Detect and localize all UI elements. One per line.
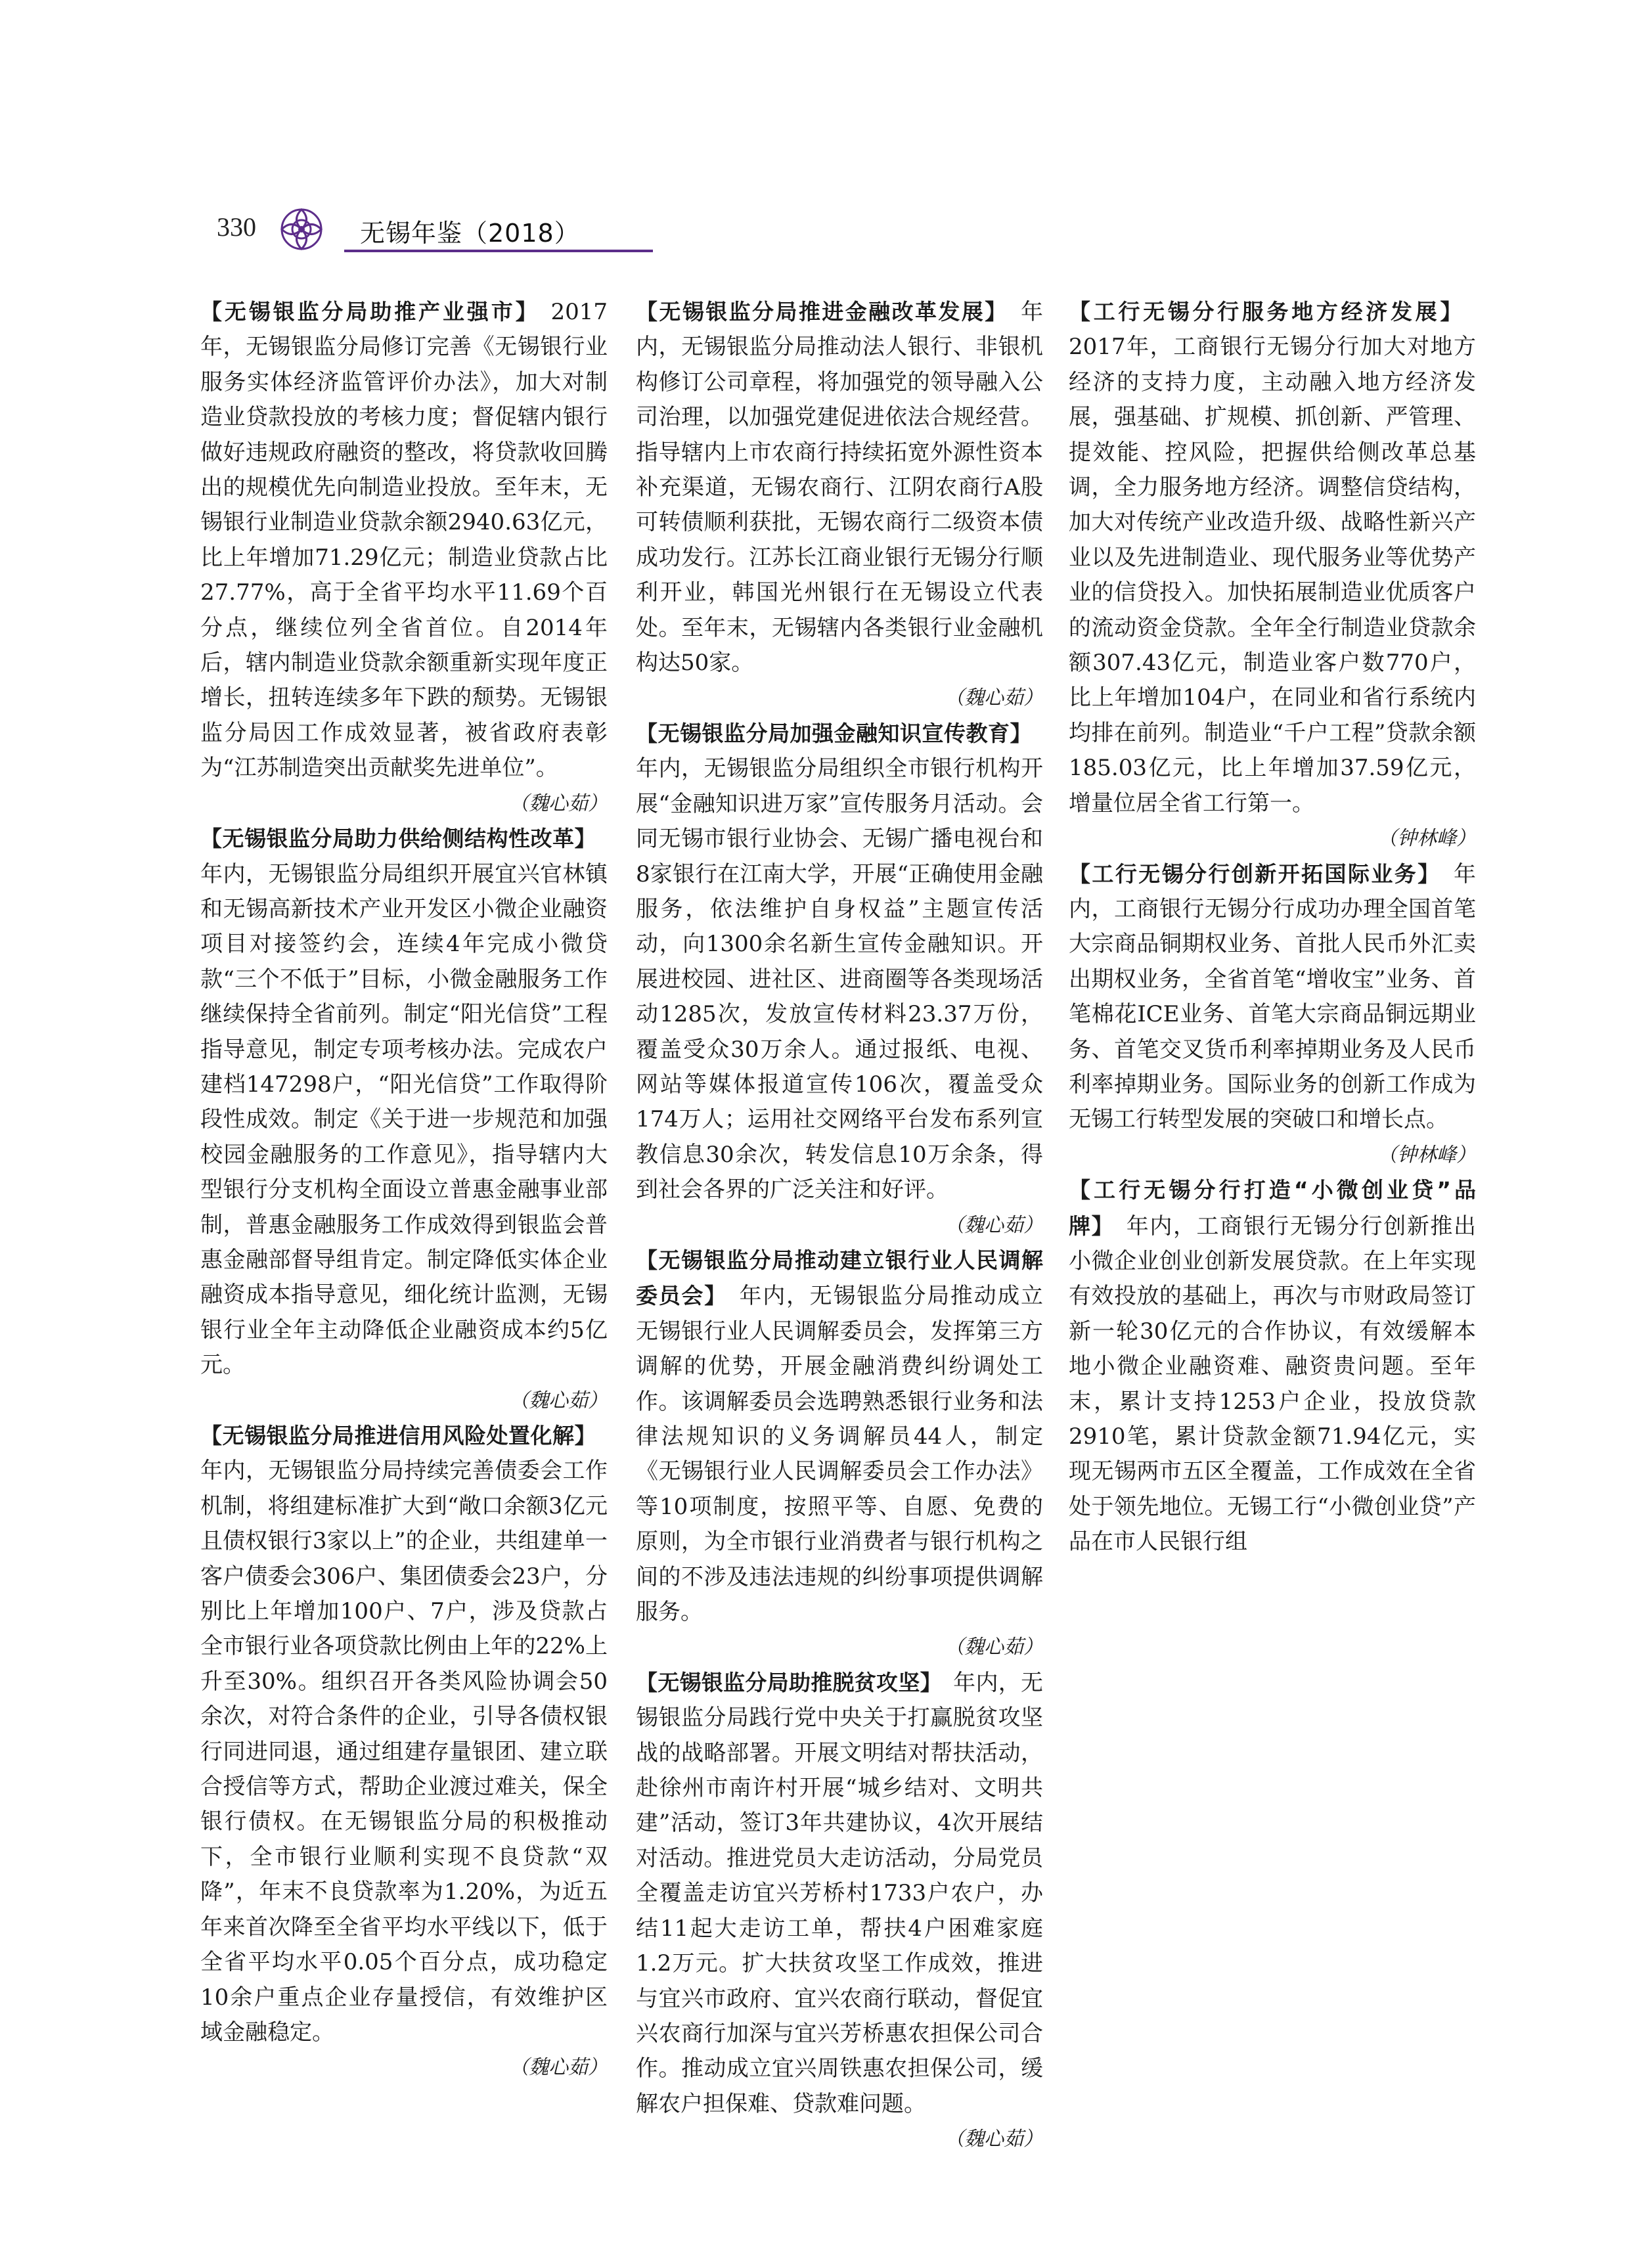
article-body: 年内，工商银行无锡分行成功办理全国首笔大宗商品铜期权业务、首批人民币外汇卖出期权业务，全省首笔“增收宝”业务、首笔棉花ICE业务、首笔大宗商品铜远期业务、首笔交叉货币利率掉期业务及人民币利率掉期业务。国际业务的创新工作成为无锡工行转型发展的突破口和增长点。 bbox=[1069, 860, 1477, 1133]
article-paragraph bbox=[636, 1665, 1043, 2122]
text-column-1 bbox=[200, 294, 608, 2086]
article-body: 年内，工商银行无锡分行创新推出小微企业创业创新发展贷款。在上年实现有效投放的基础上，再次与市财政局签订新一轮30亿元的合作协议，有效缓解本地小微企业融资难、融资贵问题。至年末，累计支持1253户企业，投放贷款2910笔，累计贷款金额71.94亿元，实现无锡两市五区全覆盖，工作成效在全省处于领先地位。无锡工行“小微创业贷”产品在市人民银行组 bbox=[1069, 1213, 1477, 1555]
article-body: 2017年，无锡银监分局修订完善《无锡银行业服务实体经济监管评价办法》，加大对制造业贷款投放的考核力度；督促辖内银行做好违规政府融资的整改，将贷款收回腾出的规模优先向制造业投放。至年末，无锡银行业制造业贷款余额2940.63亿元，比上年增加71.29亿元；制造业贷款占比27.77%，高于全省平均水平11.69个百分点，继续位列全省首位。自2014年后，辖内制造业贷款余额重新实现年度正增长，扭转连续多年下跌的颓势。无锡银监分局因工作成效显著，被省政府表彰为“江苏制造突出贡献奖先进单位”。 bbox=[200, 299, 608, 782]
article-author: （魏心茹） bbox=[945, 1636, 1043, 1659]
article-heading: 【无锡银监分局助推脱贫攻坚】 bbox=[636, 1669, 942, 1695]
article-heading: 【无锡银监分局助推产业强市】 bbox=[200, 299, 540, 324]
article-body: 年内，无锡银监分局组织全市银行机构开展“金融知识进万家”宣传服务月活动。会同无锡市银行业协会、无锡广播电视台和8家银行在江南大学，开展“正确使用金融服务，依法维护自身权益”主题宣传活动，向1300余名新生宣传金融知识。开展进校园、进社区、进商圈等各类现场活动1285次，发放宣传材料23.37万份，覆盖受众30万余人。通过报纸、电视、网站等媒体报道宣传106次，覆盖受众174万人；运用社交网络平台发布系列宣教信息30余次，转发信息10万余条，得到社会各界的广泛关注和好评。 bbox=[636, 755, 1043, 1203]
article-heading: 【无锡银监分局推动建立银行业人民调解委员会】 bbox=[636, 1247, 1043, 1309]
article-paragraph bbox=[200, 821, 608, 1383]
article-heading: 【无锡银监分局推进金融改革发展】 bbox=[636, 299, 1008, 324]
book-title: 无锡年鉴（2018） bbox=[360, 219, 580, 248]
article-author: （钟林峰） bbox=[1377, 827, 1476, 851]
article-author: （魏心茹） bbox=[945, 1213, 1043, 1237]
header-rule bbox=[344, 250, 653, 252]
article-author: （魏心茹） bbox=[945, 686, 1043, 710]
article-heading: 【无锡银监分局加强金融知识宣传教育】 bbox=[636, 720, 1032, 746]
article-body: 年内，无锡银监分局组织开展宜兴官林镇和无锡高新技术产业开发区小微企业融资项目对接签约会，连续4年完成小微贷款“三个不低于”目标，小微金融服务工作继续保持全省前列。制定“阳光信贷”工程指导意见，制定专项考核办法。完成农户建档147298户，“阳光信贷”工作取得阶段性成效。制定《关于进一步规范和加强校园金融服务的工作意见》，指导辖内大型银行分支机构全面设立普惠金融事业部制，普惠金融服务工作成效得到银监会普惠金融部督导组肯定。制定降低实体企业融资成本指导意见，细化统计监测，无锡银行业全年主动降低企业融资成本约5亿元。 bbox=[200, 860, 608, 1379]
article-paragraph bbox=[1069, 857, 1476, 1138]
wuxi-yearbook-logo-icon bbox=[277, 205, 326, 254]
article-author: （魏心茹） bbox=[945, 2128, 1043, 2151]
article-paragraph bbox=[200, 1418, 608, 2050]
article-author: （魏心茹） bbox=[509, 792, 608, 815]
article-heading: 【无锡银监分局助力供给侧结构性改革】 bbox=[200, 826, 596, 852]
article-heading: 【工行无锡分行打造“小微创业贷”品牌】 bbox=[1069, 1177, 1476, 1239]
article-paragraph bbox=[636, 716, 1043, 1208]
article-heading: 【工行无锡分行创新开拓国际业务】 bbox=[1069, 860, 1441, 887]
article-paragraph bbox=[636, 294, 1043, 681]
article-paragraph bbox=[1069, 1173, 1476, 1559]
article-author: （魏心茹） bbox=[509, 1389, 608, 1412]
article-paragraph bbox=[1069, 294, 1476, 821]
article-body: 2017年，工商银行无锡分行加大对地方经济的支持力度，主动融入地方经济发展，强基础、扩规模、抓创新、严管理、提效能、控风险，把握供给侧改革总基调，全力服务地方经济。调整信贷结构，加大对传统产业改造升级、战略性新兴产业以及先进制造业、现代服务业等优势产业的信贷投入。加快拓展制造业优质客户的流动资金贷款。全年全行制造业贷款余额307.43亿元，制造业客户数770户，比上年增加104户，在同业和省行系统内均排在前列。制造业“千户工程”贷款余额185.03亿元，比上年增加37.59亿元，增量位居全省工行第一。 bbox=[1069, 334, 1476, 816]
article-author: （魏心茹） bbox=[509, 2056, 608, 2080]
text-column-2 bbox=[636, 294, 1043, 2157]
article-body: 年内，无锡银监分局推动成立无锡银行业人民调解委员会，发挥第三方调解的优势，开展金融消费纠纷调处工作。该调解委员会选聘熟悉银行业务和法律法规知识的义务调解员44人，制定《无锡银行业人民调解委员会工作办法》等10项制度，按照平等、自愿、免费的原则，为全市银行业消费者与银行机构之间的不涉及违法违规的纠纷事项提供调解服务。 bbox=[636, 1283, 1044, 1626]
article-body: 年内，无锡银监分局持续完善债委会工作机制，将组建标准扩大到“敞口余额3亿元且债权银行3家以上”的企业，共组建单一客户债委会306户、集团债委会23户，分别比上年增加100户、7户，涉及贷款占全市银行业各项贷款比例由上年的22%上升至30%。组织召开各类风险协调会50余次，对符合条件的企业，引导各债权银行同进同退，通过组建存量银团、建立联合授信等方式，帮助企业渡过难关，保全银行债权。在无锡银监分局的积极推动下，全市银行业顺利实现不良贷款“双降”，年末不良贷款率为1.20%，为近五年来首次降至全省平均水平线以下，低于全省平均水平0.05个百分点，成功稳定10余户重点企业存量授信，有效维护区域金融稳定。 bbox=[200, 1458, 608, 2045]
article-paragraph bbox=[636, 1243, 1043, 1630]
article-body: 年内，无锡银监分局践行党中央关于打赢脱贫攻坚战的战略部署。开展文明结对帮扶活动，赴徐州市南许村开展“城乡结对、文明共建”活动，签订3年共建协议，4次开展结对活动。推进党员大走访活动，分局党员全覆盖走访宜兴芳桥村1733户农户，办结11起大走访工单，帮扶4户困难家庭1.2万元。扩大扶贫攻坚工作成效，推进与宜兴市政府、宜兴农商行联动，督促宜兴农商行加深与宜兴芳桥惠农担保公司合作。推动成立宜兴周铁惠农担保公司，缓解农户担保难、贷款难问题。 bbox=[636, 1669, 1044, 2117]
text-column-3 bbox=[1069, 294, 1476, 1560]
article-heading: 【无锡银监分局推进信用风险处置化解】 bbox=[200, 1423, 596, 1448]
article-author: （钟林峰） bbox=[1377, 1143, 1476, 1167]
article-paragraph bbox=[200, 294, 608, 786]
article-body: 年内，无锡银监分局推动法人银行、非银机构修订公司章程，将加强党的领导融入公司治理，以加强党建促进依法合规经营。指导辖内上市农商行持续拓宽外源性资本补充渠道，无锡农商行、江阴农商行A股可转债顺利获批，无锡农商行二级资本债成功发行。江苏长江商业银行无锡分行顺利开业，韩国光州银行在无锡设立代表处。至年末，无锡辖内各类银行业金融机构达50家。 bbox=[636, 299, 1044, 677]
article-heading: 【工行无锡分行服务地方经济发展】 bbox=[1069, 299, 1465, 324]
page-header bbox=[217, 209, 617, 256]
page-number: 330 bbox=[217, 212, 256, 242]
